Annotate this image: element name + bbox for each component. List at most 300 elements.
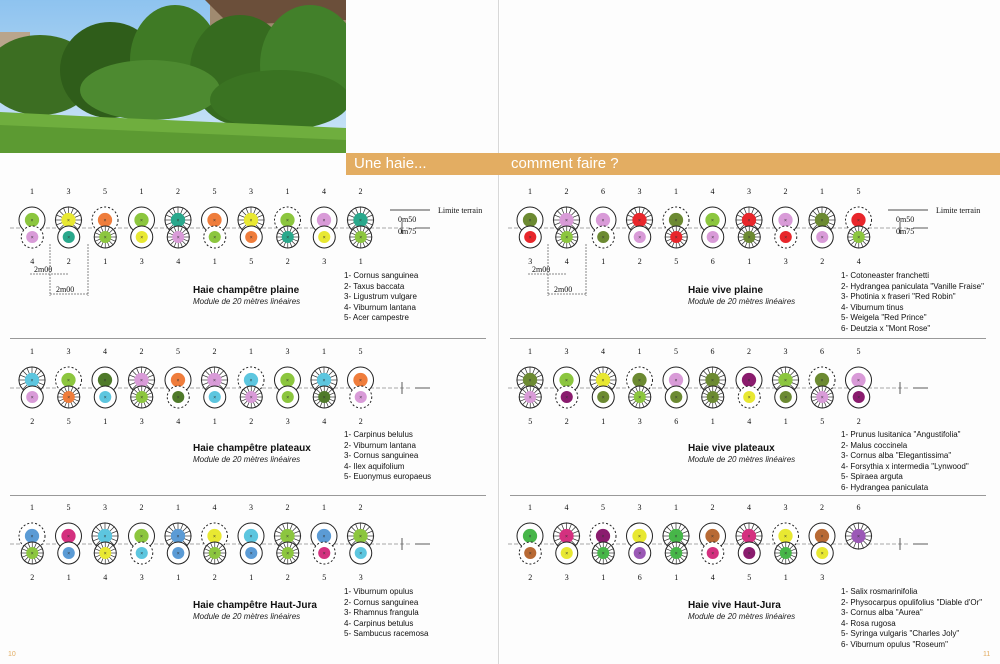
species-item: 4- Viburnum tinus: [841, 302, 904, 312]
plant-number-top: 2: [139, 347, 144, 356]
species-item: 2- Taxus baccata: [344, 281, 405, 291]
svg-text:×: ×: [784, 378, 787, 384]
plant-number-bottom: 1: [783, 573, 788, 582]
distance-label-0m50: 0m50: [896, 215, 915, 224]
hedge-title-0: Haie champêtre plaine: [193, 285, 300, 296]
svg-text:×: ×: [213, 534, 216, 540]
svg-text:×: ×: [674, 235, 678, 241]
hedge-subtitle-2: Module de 20 mètres linéaires: [193, 612, 301, 621]
spacing-label-1: 2m00: [34, 265, 53, 274]
species-list-5: [841, 587, 982, 651]
plant-number-bottom: 2: [30, 417, 35, 426]
svg-text:×: ×: [565, 395, 569, 401]
boundary-label: Limite terrain: [936, 206, 981, 215]
svg-text:×: ×: [140, 378, 143, 384]
plant-number-top: 1: [322, 503, 326, 512]
svg-text:×: ×: [528, 534, 532, 540]
svg-text:×: ×: [213, 378, 216, 384]
plant-number-bottom: 2: [528, 573, 533, 582]
species-item: 3- Cornus alba "Aurea": [841, 608, 923, 618]
svg-text:×: ×: [67, 395, 71, 401]
plant-number-bottom: 6: [637, 573, 642, 582]
svg-text:×: ×: [638, 551, 642, 557]
plant-number-top: 1: [820, 187, 824, 196]
svg-text:×: ×: [528, 235, 532, 241]
svg-text:×: ×: [140, 534, 143, 540]
plant-number-top: 6: [820, 347, 824, 356]
hedge-diagram-1: [10, 342, 495, 442]
species-item: 5- Spiraea arguta: [841, 472, 903, 482]
plant-number-bottom: 2: [285, 257, 290, 266]
plant-number-top: 3: [637, 187, 642, 196]
plant-number-top: 4: [747, 503, 751, 512]
svg-text:×: ×: [784, 534, 787, 540]
plant-number-bottom: 6: [674, 417, 679, 426]
species-item: 6- Hydrangea paniculata: [841, 482, 929, 492]
plant-number-bottom: 5: [674, 257, 679, 266]
plant-number-bottom: 2: [212, 573, 217, 582]
svg-text:×: ×: [711, 218, 714, 224]
plant-number-top: 1: [249, 347, 253, 356]
svg-text:×: ×: [601, 551, 605, 557]
svg-text:×: ×: [30, 378, 34, 384]
svg-text:×: ×: [322, 235, 326, 241]
plant-group: [10, 206, 430, 248]
species-item: 3- Ligustrum vulgare: [344, 292, 417, 302]
species-item: 6- Deutzia x "Mont Rose": [841, 323, 931, 333]
page-number-left: 10: [8, 651, 16, 658]
species-item: 3- Photinia x fraseri "Red Robin": [841, 292, 956, 302]
plant-number-bottom: 1: [601, 417, 606, 426]
svg-text:×: ×: [67, 218, 70, 224]
svg-text:×: ×: [638, 378, 641, 384]
species-item: 3- Rhamnus frangula: [344, 608, 419, 618]
svg-text:×: ×: [286, 235, 290, 241]
svg-text:×: ×: [359, 235, 363, 241]
plant-number-top: 1: [674, 503, 678, 512]
plant-number-bottom: 3: [139, 573, 144, 582]
svg-text:×: ×: [674, 378, 678, 384]
svg-text:×: ×: [565, 218, 568, 224]
species-list-4: [841, 430, 969, 494]
divider-left-1: [10, 338, 486, 339]
species-item: 2- Cornus sanguinea: [344, 597, 419, 607]
plant-number-top: 1: [528, 347, 532, 356]
plant-number-top: 2: [139, 503, 144, 512]
hedge-subtitle-0: Module de 20 mètres linéaires: [193, 297, 301, 306]
plant-number-bottom: 1: [601, 257, 606, 266]
svg-text:×: ×: [322, 534, 326, 540]
plant-number-bottom: 4: [564, 257, 569, 266]
plant-number-top: 2: [212, 347, 217, 356]
species-item: 4- Carpinus betulus: [344, 618, 414, 628]
plant-number-top: 3: [783, 347, 788, 356]
plant-number-bottom: 2: [856, 417, 861, 426]
plant-number-top: 4: [564, 503, 569, 512]
plant-group: [508, 206, 928, 248]
plant-number-top: 3: [66, 187, 71, 196]
svg-text:×: ×: [176, 218, 180, 224]
svg-text:×: ×: [601, 218, 605, 224]
plant-number-bottom: 1: [212, 257, 217, 266]
svg-text:×: ×: [784, 551, 788, 557]
plant-number-top: 2: [176, 187, 180, 196]
svg-text:×: ×: [565, 551, 569, 557]
species-item: 1- Prunus lusitanica "Angustifolia": [841, 430, 961, 439]
plant-number-bottom: 3: [139, 257, 144, 266]
species-item: 5- Weigela "Red Prince": [841, 313, 927, 323]
svg-text:×: ×: [359, 378, 362, 384]
svg-text:×: ×: [213, 235, 217, 241]
plant-number-bottom: 2: [637, 257, 642, 266]
svg-text:×: ×: [176, 378, 180, 384]
plant-number-bottom: 3: [637, 417, 642, 426]
plant-number-top: 2: [285, 503, 290, 512]
svg-text:×: ×: [674, 551, 678, 557]
plant-number-bottom: 1: [212, 417, 217, 426]
svg-text:×: ×: [67, 378, 70, 384]
hedge-title-3: Haie vive plaine: [688, 285, 764, 296]
svg-text:×: ×: [249, 551, 253, 557]
svg-text:×: ×: [674, 395, 678, 401]
plant-number-bottom: 1: [710, 417, 715, 426]
plant-number-bottom: 1: [674, 573, 679, 582]
plant-number-top: 2: [358, 187, 363, 196]
svg-text:×: ×: [711, 235, 715, 241]
svg-text:×: ×: [638, 395, 642, 401]
svg-text:×: ×: [249, 378, 253, 384]
svg-text:×: ×: [140, 235, 144, 241]
species-item: 1- Carpinus belulus: [344, 430, 413, 439]
plant-number-top: 2: [358, 503, 363, 512]
svg-text:×: ×: [249, 218, 253, 224]
plant-group: [508, 522, 928, 564]
plant-number-bottom: 3: [139, 417, 144, 426]
distance-label-0m75: 0m75: [896, 227, 915, 236]
plant-number-top: 5: [856, 347, 861, 356]
plant-number-top: 1: [528, 187, 532, 196]
hedge-diagram-2: [10, 498, 495, 598]
svg-text:×: ×: [747, 218, 751, 224]
species-item: 5- Sambucus racemosa: [344, 629, 429, 639]
svg-text:×: ×: [674, 534, 678, 540]
species-list-1: [344, 430, 431, 483]
svg-text:×: ×: [784, 218, 787, 224]
svg-text:×: ×: [528, 218, 532, 224]
plant-number-top: 1: [139, 187, 144, 196]
svg-text:×: ×: [820, 235, 824, 241]
species-item: 4- Forsythia x intermedia "Lynwood": [841, 461, 969, 471]
plant-number-bottom: 5: [528, 417, 533, 426]
species-item: 3- Cornus alba "Elegantissima": [841, 451, 952, 461]
svg-text:×: ×: [103, 395, 107, 401]
plant-number-top: 1: [674, 187, 678, 196]
svg-text:×: ×: [30, 534, 34, 540]
svg-text:×: ×: [322, 378, 326, 384]
plant-number-bottom: 2: [66, 257, 71, 266]
plant-number-top: 3: [564, 347, 569, 356]
plant-number-top: 4: [103, 347, 107, 356]
plant-number-top: 1: [176, 503, 180, 512]
plant-number-top: 3: [637, 503, 642, 512]
plant-number-bottom: 2: [564, 417, 569, 426]
species-item: 1- Viburnum opulus: [344, 587, 414, 596]
svg-text:×: ×: [103, 378, 107, 384]
plant-group: [10, 366, 430, 408]
banner-title-part2: comment faire ?: [511, 155, 619, 172]
hedge-diagram-4: [508, 342, 993, 442]
svg-text:×: ×: [565, 235, 569, 241]
plant-number-bottom: 3: [820, 573, 825, 582]
distance-label-0m75: 0m75: [398, 227, 417, 236]
plant-number-top: 4: [322, 187, 326, 196]
plant-number-top: 5: [601, 503, 605, 512]
svg-text:×: ×: [140, 395, 144, 401]
species-item: 5- Euonymus europaeus: [344, 472, 432, 482]
svg-text:×: ×: [176, 395, 180, 401]
species-item: 5- Acer campestre: [344, 313, 409, 323]
svg-text:×: ×: [286, 534, 289, 540]
plant-number-top: 4: [601, 347, 605, 356]
hedge-photo: [0, 0, 346, 153]
section-banner: [346, 153, 1000, 175]
plant-number-bottom: 4: [856, 257, 861, 266]
species-item: 2- Hydrangea paniculata "Vanille Fraise": [841, 281, 984, 291]
svg-text:×: ×: [30, 218, 34, 224]
plant-group: [508, 366, 928, 408]
svg-text:×: ×: [747, 395, 751, 401]
svg-text:×: ×: [176, 534, 180, 540]
svg-text:×: ×: [249, 235, 253, 241]
svg-text:×: ×: [565, 378, 568, 384]
svg-text:×: ×: [674, 218, 678, 224]
svg-text:×: ×: [565, 534, 568, 540]
plant-number-top: 4: [710, 187, 715, 196]
species-list-2: [344, 587, 428, 640]
boundary-label: Limite terrain: [438, 206, 483, 215]
svg-text:×: ×: [249, 395, 253, 401]
species-list-0: [344, 271, 418, 324]
svg-text:×: ×: [286, 218, 289, 224]
plant-number-bottom: 3: [285, 417, 290, 426]
plant-number-top: 1: [528, 503, 532, 512]
plant-number-top: 2: [564, 187, 569, 196]
plant-number-top: 5: [66, 503, 71, 512]
species-item: 2- Viburnum lantana: [344, 440, 416, 450]
svg-text:×: ×: [30, 235, 34, 241]
plant-number-bottom: 2: [285, 573, 290, 582]
svg-text:×: ×: [176, 551, 180, 557]
plant-number-bottom: 2: [249, 417, 254, 426]
plant-number-bottom: 5: [322, 573, 327, 582]
svg-text:×: ×: [528, 395, 532, 401]
plant-number-top: 4: [212, 503, 217, 512]
svg-text:×: ×: [601, 395, 605, 401]
svg-text:×: ×: [213, 551, 217, 557]
plant-number-top: 3: [249, 187, 253, 196]
plant-number-top: 5: [212, 187, 217, 196]
plant-number-bottom: 3: [322, 257, 327, 266]
spacing-label-2: 2m00: [554, 285, 573, 294]
plant-number-bottom: 4: [176, 257, 181, 266]
hedge-subtitle-5: Module de 20 mètres linéaires: [688, 612, 796, 621]
species-item: 4- Rosa rugosa: [841, 618, 896, 628]
svg-text:×: ×: [857, 235, 861, 241]
svg-text:×: ×: [747, 378, 751, 384]
svg-text:×: ×: [711, 551, 715, 557]
svg-text:×: ×: [359, 395, 363, 401]
hedge-title-4: Haie vive plateaux: [688, 443, 775, 454]
plant-number-bottom: 5: [66, 417, 71, 426]
page-number-right: 11: [983, 651, 991, 658]
svg-text:×: ×: [140, 218, 143, 224]
plant-number-bottom: 1: [176, 573, 181, 582]
hedge-diagram-0: [10, 182, 495, 302]
plant-number-top: 2: [747, 347, 751, 356]
svg-text:×: ×: [820, 218, 824, 224]
species-item: 2- Malus coccinela: [841, 440, 908, 450]
plant-number-top: 5: [674, 347, 678, 356]
svg-text:×: ×: [857, 395, 861, 401]
plant-number-top: 6: [710, 347, 715, 356]
plant-number-bottom: 3: [358, 573, 363, 582]
svg-text:×: ×: [857, 378, 860, 384]
plant-number-bottom: 1: [66, 573, 71, 582]
plant-number-top: 1: [30, 347, 34, 356]
hedge-subtitle-4: Module de 20 mètres linéaires: [688, 455, 796, 464]
plant-number-top: 3: [783, 503, 788, 512]
svg-text:×: ×: [820, 551, 824, 557]
svg-text:×: ×: [820, 534, 824, 540]
svg-text:×: ×: [176, 235, 180, 241]
svg-text:×: ×: [67, 235, 71, 241]
plant-number-bottom: 2: [358, 417, 363, 426]
plant-number-top: 5: [103, 187, 107, 196]
plant-number-top: 2: [820, 503, 824, 512]
plant-number-top: 1: [30, 187, 34, 196]
species-item: 1- Salix rosmarinifolia: [841, 587, 918, 596]
hedge-title-5: Haie vive Haut-Jura: [688, 600, 781, 611]
svg-text:×: ×: [359, 551, 363, 557]
plant-number-top: 2: [710, 503, 715, 512]
species-item: 6- Viburnum opulus "Roseum": [841, 639, 948, 649]
plant-number-bottom: 6: [710, 257, 715, 266]
svg-text:×: ×: [747, 551, 751, 557]
plant-number-bottom: 4: [322, 417, 327, 426]
plant-number-top: 1: [322, 347, 326, 356]
plant-number-top: 1: [285, 187, 290, 196]
plant-number-bottom: 4: [30, 257, 35, 266]
plant-number-bottom: 1: [747, 257, 752, 266]
svg-text:×: ×: [784, 395, 788, 401]
svg-text:×: ×: [322, 218, 326, 224]
banner-title-part1: Une haie...: [354, 155, 427, 172]
svg-text:×: ×: [857, 218, 860, 224]
plant-number-top: 3: [249, 503, 253, 512]
svg-text:×: ×: [601, 378, 605, 384]
svg-text:×: ×: [528, 551, 532, 557]
plant-number-bottom: 1: [249, 573, 254, 582]
svg-text:×: ×: [286, 378, 289, 384]
plant-number-bottom: 5: [747, 573, 752, 582]
plant-number-bottom: 1: [103, 257, 108, 266]
svg-text:×: ×: [857, 534, 860, 540]
plant-number-top: 3: [66, 347, 71, 356]
svg-text:×: ×: [784, 235, 788, 241]
svg-text:×: ×: [322, 551, 326, 557]
plant-number-top: 6: [856, 503, 861, 512]
plant-number-bottom: 2: [820, 257, 825, 266]
plant-number-bottom: 3: [528, 257, 533, 266]
svg-text:×: ×: [638, 534, 641, 540]
divider-right-2: [510, 495, 986, 496]
plant-number-bottom: 3: [783, 257, 788, 266]
svg-text:×: ×: [103, 218, 107, 224]
plant-number-bottom: 5: [820, 417, 825, 426]
distance-label-0m50: 0m50: [398, 215, 417, 224]
svg-text:×: ×: [103, 534, 107, 540]
svg-text:×: ×: [359, 534, 362, 540]
svg-text:×: ×: [711, 378, 714, 384]
plant-number-top: 5: [176, 347, 180, 356]
plant-number-top: 3: [747, 187, 751, 196]
svg-text:×: ×: [67, 534, 70, 540]
species-list-3: [841, 271, 984, 335]
svg-text:×: ×: [213, 395, 217, 401]
species-item: 4- Ilex aquifolium: [344, 461, 405, 471]
svg-text:×: ×: [322, 395, 326, 401]
spacing-label-2: 2m00: [56, 285, 75, 294]
svg-text:×: ×: [711, 534, 714, 540]
species-item: 4- Viburnum lantana: [344, 302, 416, 312]
species-item: 1- Cornus sanguinea: [344, 271, 419, 280]
svg-text:×: ×: [638, 235, 642, 241]
svg-text:×: ×: [286, 395, 290, 401]
svg-text:×: ×: [103, 551, 107, 557]
hedge-subtitle-3: Module de 20 mètres linéaires: [688, 297, 796, 306]
plant-number-top: 5: [358, 347, 363, 356]
svg-text:×: ×: [67, 551, 71, 557]
plant-number-top: 6: [601, 187, 605, 196]
svg-text:×: ×: [747, 534, 751, 540]
plant-number-bottom: 1: [783, 417, 788, 426]
plant-number-top: 3: [285, 347, 290, 356]
plant-number-top: 1: [30, 503, 34, 512]
svg-text:×: ×: [601, 235, 605, 241]
plant-number-top: 2: [783, 187, 788, 196]
svg-text:×: ×: [820, 378, 824, 384]
hedge-title-1: Haie champêtre plateaux: [193, 443, 311, 454]
plant-number-bottom: 4: [710, 573, 715, 582]
svg-text:×: ×: [30, 395, 34, 401]
svg-text:×: ×: [601, 534, 605, 540]
svg-text:×: ×: [103, 235, 107, 241]
hedge-subtitle-1: Module de 20 mètres linéaires: [193, 455, 301, 464]
species-item: 2- Physocarpus opulifolius "Diable d'Or": [841, 597, 983, 607]
svg-text:×: ×: [747, 235, 751, 241]
hedge-title-2: Haie champêtre Haut-Jura: [193, 600, 317, 611]
plant-number-top: 3: [103, 503, 107, 512]
svg-text:×: ×: [359, 218, 362, 224]
divider-left-2: [10, 495, 486, 496]
svg-text:×: ×: [249, 534, 253, 540]
spacing-label-1: 2m00: [532, 265, 551, 274]
plant-number-bottom: 5: [249, 257, 254, 266]
plant-number-bottom: 3: [564, 573, 569, 582]
svg-text:×: ×: [820, 395, 824, 401]
species-item: 5- Syringa vulgaris "Charles Joly": [841, 629, 960, 639]
svg-text:×: ×: [30, 551, 34, 557]
